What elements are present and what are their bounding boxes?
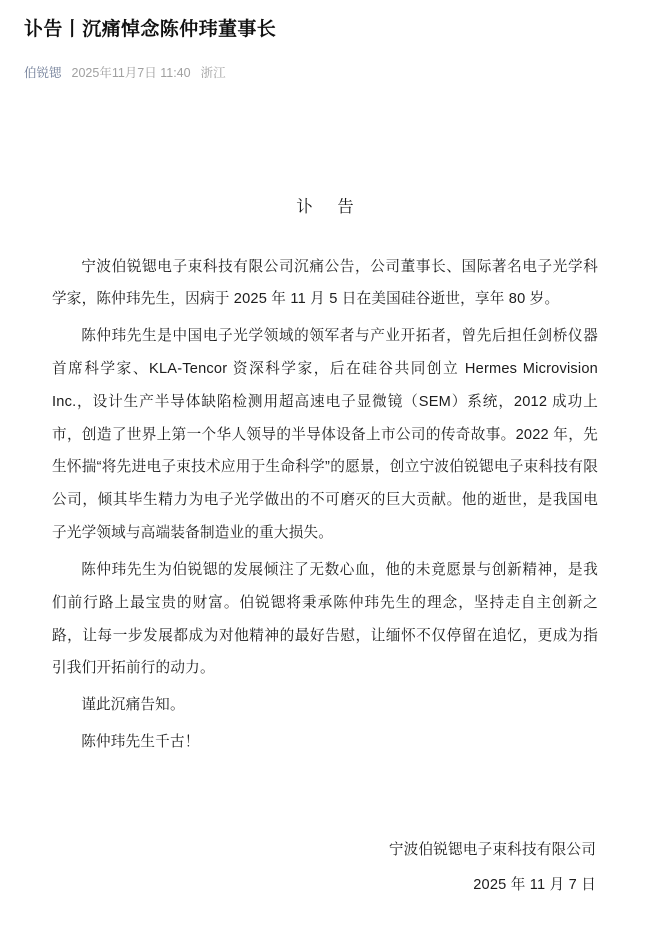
paragraph: 谨此沉痛告知。 [81, 697, 185, 714]
bottom-spacer [52, 903, 598, 943]
signature-company: 宁波伯锐锶电子束科技有限公司 [388, 841, 596, 858]
article-meta [24, 63, 626, 81]
article-body [0, 85, 650, 943]
paragraph: 宁波伯锐锶电子束科技有限公司沉痛公告，公司董事长、国际著名电子光学科学家，陈仲玮先生，因病于 2025 年 11 月 5 日在美国硅谷逝世，享年 80 岁。 [52, 258, 598, 308]
publish-location: 浙江 [200, 65, 226, 80]
paragraph: 陈仲玮先生千古！ [81, 734, 200, 751]
page-title: 讣告丨沉痛悼念陈仲玮董事长 [24, 19, 277, 40]
article-header [0, 0, 650, 81]
signature-block [52, 833, 598, 903]
document-heading: 讣 告 [296, 197, 364, 216]
paragraph: 陈仲玮先生为伯锐锶的发展倾注了无数心血，他的未竟愿景与创新精神，是我们前行路上最宝贵的财富。伯锐锶将秉承陈仲玮先生的理念，坚持走自主创新之路，让每一步发展都成为对他精神的最好告慰，让缅怀不仅停留在追忆，更成为指引我们开拓前行的动力。 [52, 561, 598, 677]
signature-date: 2025 年 11 月 7 日 [473, 876, 596, 893]
paragraph: 陈仲玮先生是中国电子光学领域的领军者与产业开拓者，曾先后担任剑桥仪器首席科学家、KLA-Tencor 资深科学家，后在硅谷共同创立 Hermes Microvision Inc.，设计生产半导体缺陷检测用超高速电子显微镜（SEM）系统，2012 成功上市，创造了世界上第一个华人领导的半导体设备上市公司的传奇故事。2022 年，先生怀揣“将先进电子束技术应用于生命科学”的愿景，创立宁波伯锐锶电子束科技有限公司，倾其毕生精力为电子光学做出的不可磨灭的巨大贡献。他的逝世，是我国电子光学领域与高端装备制造业的重大损失。 [52, 328, 598, 542]
author-name[interactable]: 伯锐锶 [24, 65, 62, 80]
publish-date: 2025年11月7日 11:40 [71, 65, 191, 80]
